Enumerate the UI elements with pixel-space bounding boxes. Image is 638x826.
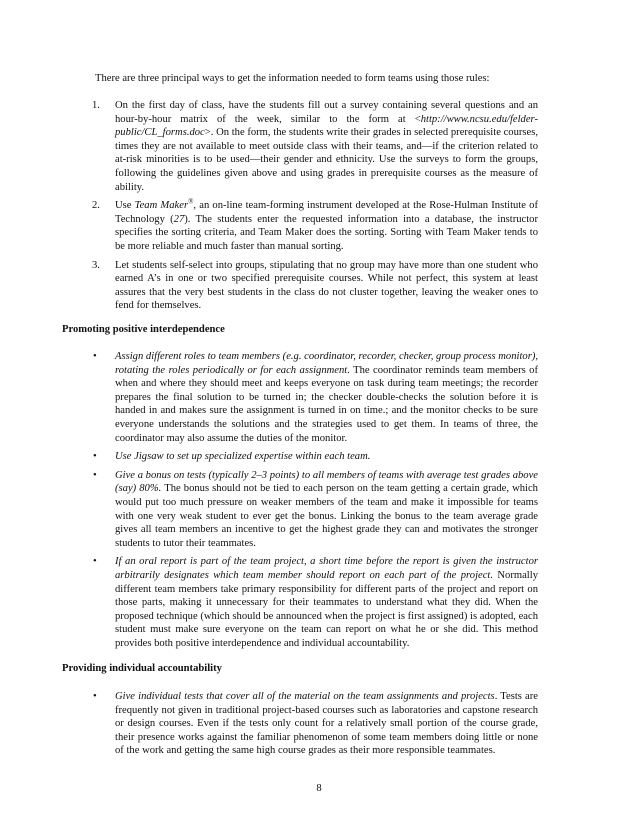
list-item: 1. On the first day of class, have the students fill out a survey containing several questions and an hour-by-hour matrix of the week, similar to the form at <http://www.ncsu.edu/felder-public/CL_forms.doc>. On the form, the students write their grades in selected prerequisite courses, times they are not available to meet outside class with their teams, and—if the criterion related to at-risk minorities is to be used—their gender and ethnicity. Use the surveys to form the groups, following the guidelines given above and using grades in prerequisite courses as the measure of ability.	[92, 100, 538, 193]
bullet-list	[92, 690, 538, 763]
section-heading: Providing individual accountability	[62, 663, 222, 674]
list-number: 2.	[92, 200, 100, 212]
list-item: • Give a bonus on tests (typically 2–3 points) to all members of teams with average test grades above (say) 80%. The bonus should not be tied to each person on the team getting a certain grade, which would put too much pressure on weaker members of the team and make it impossible for teams with one very weak student to ever get the bonus. Linking the bonus to the team average grade gives all team members an incentive to get the highest grade they can and motivates the stronger students to tutor their teammates.	[93, 469, 538, 549]
section-heading: Promoting positive interdependence	[62, 324, 225, 335]
bullet-marker: •	[93, 556, 97, 568]
list-item: • Give individual tests that cover all of the material on the team assignments and projects. Tests are frequently not given in traditional project-based courses such as laboratories and capstone research or design courses. Even if the tests only count for a relatively small portion of the course grade, their presence works against the familiar phenomenon of some team members doing little or none of the work and getting the same high course grades as their more responsible teammates.	[93, 691, 538, 757]
bullet-list	[92, 350, 538, 655]
list-item: • Assign different roles to team members (e.g. coordinator, recorder, checker, group process monitor), rotating the roles periodically or for each assignment. The coordinator reminds team members of when and where they should meet and keeps everyone on task during team meetings; the recorder prepares the final solution to be turned in; the checker double-checks the solution before it is handed in and makes sure the assignment is turned in on time.; and the monitor checks to be sure everyone understands the solutions and the strategies used to get them. In teams of three, the coordinator may also assume the duties of the monitor.	[93, 351, 539, 444]
list-item: • If an oral report is part of the team project, a short time before the report is given the instructor arbitrarily designates which team member should report on each part of the project. Normally different team members take primary responsibility for different parts of the project and report on those parts, making it unnecessary for their teammates to understand what they did. When the proposed technique (which should be announced when the project is first assigned) is adopted, each student must make sure everyone on the team can report on what he or she did. This method provides both positive interdependence and individual accountability.	[93, 556, 538, 649]
list-item: 3. Let students self-select into groups, stipulating that no group may have more than one student who earned A’s in one or two specified prerequisite courses. While not perfect, this system at least assures that the very best students in the class do not cluster together, leaving the weaker ones to fend for themselves.	[92, 259, 538, 312]
bullet-marker: •	[93, 451, 97, 463]
bullet-marker: •	[93, 469, 97, 481]
page-number: 8	[316, 783, 322, 794]
intro-paragraph: There are three principal ways to get the information needed to form teams using those rules:	[95, 73, 490, 84]
list-item: • Use Jigsaw to set up specialized expertise within each team.	[93, 451, 371, 463]
form-url: http://www.ncsu.edu/felder-public/CL_forms.doc	[115, 113, 538, 139]
list-number: 3.	[92, 259, 100, 271]
bullet-marker: •	[93, 351, 97, 362]
bullet-marker: •	[93, 691, 97, 702]
list-number: 1.	[92, 100, 100, 111]
numbered-list	[92, 99, 538, 318]
list-item: 2. Use Team Maker®, an on-line team-forming instrument developed at the Rose-Hulman Institute of Technology (27). The students enter the requested information into a database, the instructor specifies the sorting criteria, and Team Maker does the sorting. Sorting with Team Maker tends to be more reliable and much faster than manual sorting.	[92, 197, 538, 252]
